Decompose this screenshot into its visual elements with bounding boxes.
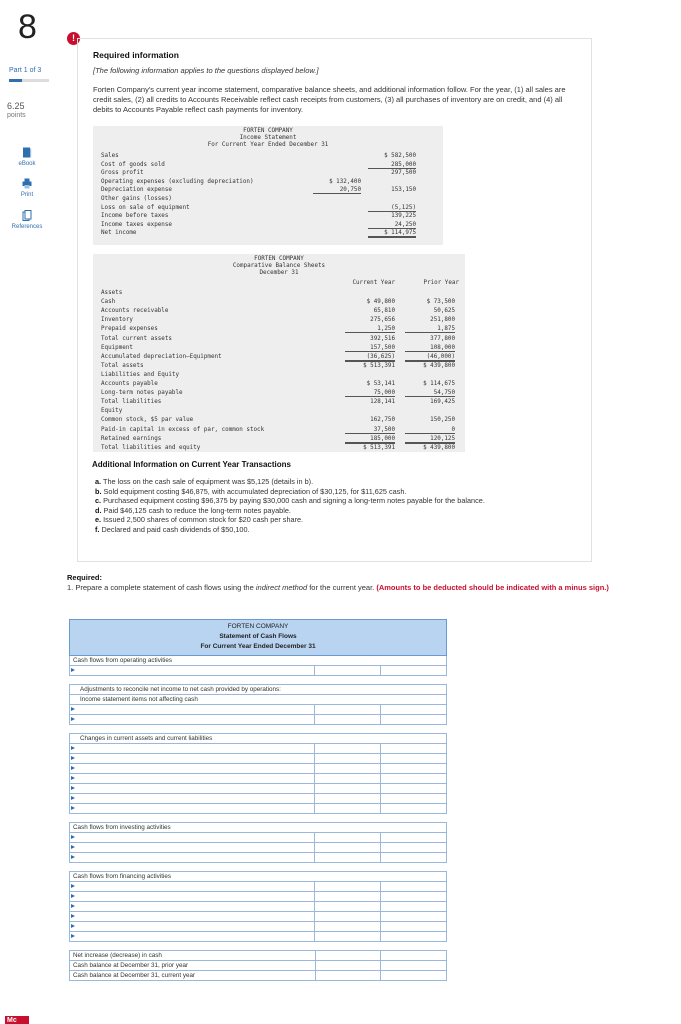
cf-net-change-label xyxy=(69,951,447,961)
cf-total-input[interactable] xyxy=(381,833,446,842)
cf-spacer xyxy=(69,942,447,951)
cf-input-row xyxy=(69,784,447,794)
bs-row-current-value: 275,656 xyxy=(370,317,395,324)
is-row-label: Net income xyxy=(101,230,137,237)
additional-info-item: e. Issued 2,500 shares of common stock for $20 cash per share. xyxy=(95,515,304,525)
cf-description-dropdown[interactable] xyxy=(70,774,315,783)
balance-sheet xyxy=(93,254,465,452)
cf-net-change-label-text: Net increase (decrease) in cash xyxy=(73,952,162,959)
dropdown-arrow-icon xyxy=(71,786,75,790)
cf-description-dropdown[interactable] xyxy=(70,764,315,773)
is-row-label: Operating expenses (excluding depreciation) xyxy=(101,178,254,185)
dropdown-arrow-icon xyxy=(71,924,75,928)
cf-period: For Current Year Ended December 31 xyxy=(200,643,316,650)
cf-amount-input[interactable] xyxy=(315,784,381,793)
ebook-button[interactable] xyxy=(4,147,50,167)
cf-input-row xyxy=(69,705,447,715)
is-row-right-value: 153,150 xyxy=(391,187,416,194)
cf-amount-input[interactable] xyxy=(315,882,381,891)
cf-total-input[interactable] xyxy=(381,705,446,714)
bs-row-prior-value: (46,000) xyxy=(405,354,455,362)
additional-info-item: c. Purchased equipment costing $96,375 by paying $30,000 cash and signing a long-term notes payable for the balance. xyxy=(95,496,485,506)
additional-info-item: b. Sold equipment costing $46,875, with accumulated depreciation of $30,125, for $11,625 cash. xyxy=(95,486,407,496)
cf-description-dropdown[interactable] xyxy=(70,705,315,714)
cf-amount-input[interactable] xyxy=(315,764,381,773)
references-icon xyxy=(22,210,32,221)
bs-row-label: Accounts receivable xyxy=(101,308,169,315)
bs-row-prior-value: $ 73,500 xyxy=(426,299,455,306)
mcgraw-hill-logo: Mc xyxy=(5,1016,29,1024)
cf-spacer xyxy=(69,863,447,872)
is-row-mid-value: $ 132,400 xyxy=(329,178,361,185)
bs-row-current-value: 75,000 xyxy=(345,390,395,397)
cf-amount-input[interactable] xyxy=(315,922,381,931)
bs-row-current-value: 157,500 xyxy=(345,345,395,352)
intro-paragraph: Forten Company's current year income statement, comparative balance sheets, and additional information follow. For the year, (1) all sales are credit sales, (2) all credits to Accounts Receivable reflect cash receipts from customers, (3) all purchases of inventory are on credit, and (4) all debits to Accounts Payable reflect cash payments for inventory. xyxy=(93,85,566,114)
dropdown-arrow-icon xyxy=(71,746,75,750)
cf-amount-input[interactable] xyxy=(315,754,381,763)
is-row-label: Income taxes expense xyxy=(101,221,172,228)
cf-total-input[interactable] xyxy=(381,902,446,911)
bs-row-current-value: $ 513,391 xyxy=(363,362,395,369)
cf-total-input[interactable] xyxy=(381,715,446,724)
bs-row-prior-value: 54,750 xyxy=(405,390,455,397)
cf-description-dropdown[interactable] xyxy=(70,902,315,911)
bs-row-current-value: $ 513,391 xyxy=(363,444,395,451)
cf-total-input[interactable] xyxy=(381,774,446,783)
part-progress-bar xyxy=(9,79,49,82)
is-row-right-value: $ 114,975 xyxy=(368,230,416,238)
bs-row-label: Assets xyxy=(101,290,123,296)
cf-input-row xyxy=(69,892,447,902)
required-text: 1. Prepare a complete statement of cash flows using the indirect method for the current year. (Amounts to be deducted should be indicated with a minus sign.) xyxy=(67,583,609,592)
bs-row-label: Liabilities and Equity xyxy=(101,371,180,378)
cf-total-input[interactable] xyxy=(381,784,446,793)
cf-description-dropdown[interactable] xyxy=(70,912,315,921)
cf-input-row xyxy=(69,666,447,676)
cf-financing-label: Cash flows from financing activities xyxy=(69,872,447,882)
cf-total-input[interactable] xyxy=(381,882,446,891)
dropdown-arrow-icon xyxy=(71,707,75,711)
dropdown-arrow-icon xyxy=(71,914,75,918)
bs-row-current-value: $ 53,141 xyxy=(366,381,395,387)
cf-input-row xyxy=(69,794,447,804)
bs-row-label: Common stock, $5 par value xyxy=(101,417,194,424)
bs-row-prior-value: $ 439,800 xyxy=(423,444,455,451)
cf-ending-cash-label-text: Cash balance at December 31, current year xyxy=(73,972,196,979)
cf-description-dropdown[interactable] xyxy=(70,715,315,724)
cf-input-row xyxy=(69,922,447,932)
cf-total-input[interactable] xyxy=(381,922,446,931)
bs-row-current-value: 37,500 xyxy=(345,427,395,434)
dropdown-arrow-icon xyxy=(71,835,75,839)
cf-input-row xyxy=(69,715,447,725)
bs-row-prior-value: 120,125 xyxy=(405,436,455,444)
cf-amount-input[interactable] xyxy=(315,951,381,960)
cf-operating-label: Cash flows from operating activities xyxy=(69,656,447,666)
is-row-right-value: 285,000 xyxy=(368,162,416,169)
cf-amount-input[interactable] xyxy=(315,961,381,970)
is-row-label: Other gains (losses) xyxy=(101,196,172,202)
dropdown-arrow-icon xyxy=(71,904,75,908)
bs-row-prior-value: 377,800 xyxy=(430,335,455,342)
dropdown-arrow-icon xyxy=(71,766,75,770)
is-row-label: Gross profit xyxy=(101,170,144,177)
is-row-label: Loss on sale of equipment xyxy=(101,204,190,211)
cf-description-dropdown[interactable] xyxy=(70,853,315,862)
cf-total-input[interactable] xyxy=(381,764,446,773)
bs-row-label: Total liabilities xyxy=(101,399,162,406)
print-label: Print xyxy=(20,192,34,198)
is-period: For Current Year Ended December 31 xyxy=(207,142,329,148)
bs-row-prior-value: 150,250 xyxy=(430,417,455,424)
additional-info-list xyxy=(95,477,485,535)
cf-input-row xyxy=(69,932,447,942)
cf-input-row xyxy=(69,804,447,814)
cf-amount-input[interactable] xyxy=(315,715,381,724)
cf-description-dropdown[interactable] xyxy=(70,784,315,793)
dropdown-arrow-icon xyxy=(71,756,75,760)
is-row-right-value: 139,225 xyxy=(391,213,416,220)
is-row-mid-value: 20,750 xyxy=(313,187,361,194)
bs-row-prior-value: 108,000 xyxy=(405,345,455,352)
dropdown-arrow-icon xyxy=(71,894,75,898)
is-row-label: Depreciation expense xyxy=(101,187,172,194)
cf-spacer xyxy=(69,814,447,823)
cf-total-input[interactable] xyxy=(381,853,446,862)
cf-title: Statement of Cash Flows xyxy=(219,633,297,640)
additional-info-item: a. The loss on the cash sale of equipment was $5,125 (details in b). xyxy=(95,477,314,486)
cf-description-dropdown[interactable] xyxy=(70,922,315,931)
bs-company: FORTEN COMPANY xyxy=(254,256,304,262)
cf-input-row xyxy=(69,902,447,912)
cf-description-dropdown[interactable] xyxy=(70,892,315,901)
bs-row-prior-value: 0 xyxy=(405,427,455,434)
bs-row-current-value: 1,250 xyxy=(345,326,395,333)
is-company: FORTEN COMPANY xyxy=(243,128,293,134)
question-number: 8 xyxy=(18,8,37,46)
references-label: References xyxy=(11,224,43,230)
cf-spacer xyxy=(69,725,447,734)
cf-input-row xyxy=(69,774,447,784)
cf-description-dropdown[interactable] xyxy=(70,744,315,753)
italic-note: [The following information applies to the questions displayed below.] xyxy=(93,66,319,75)
cf-input-row xyxy=(69,754,447,764)
dropdown-arrow-icon xyxy=(71,806,75,810)
bs-row-label: Accounts payable xyxy=(101,381,158,387)
cf-amount-input[interactable] xyxy=(315,912,381,921)
bs-row-current-value: 185,000 xyxy=(345,436,395,444)
is-row-right-value: $ 582,500 xyxy=(384,153,416,159)
is-row-label: Income before taxes xyxy=(101,213,169,220)
bs-row-label: Paid-in capital in excess of par, common stock xyxy=(101,426,265,433)
bs-row-label: Equipment xyxy=(101,344,133,351)
bs-row-current-value: 162,750 xyxy=(370,417,395,424)
cf-beginning-cash-label xyxy=(69,961,447,971)
cf-total-input[interactable] xyxy=(381,804,446,813)
income-statement xyxy=(93,126,443,245)
additional-info-item: f. Declared and paid cash dividends of $50,100. xyxy=(95,524,250,534)
left-rail xyxy=(0,0,62,1024)
print-icon xyxy=(22,178,32,189)
cash-flow-statement-table xyxy=(69,619,447,981)
cf-amount-input[interactable] xyxy=(315,843,381,852)
cf-changes-label: Changes in current assets and current liabilities xyxy=(69,734,447,744)
cf-income-items-label: Income statement items not affecting cash xyxy=(69,695,447,705)
cf-company: FORTEN COMPANY xyxy=(227,623,289,630)
cf-adjustments-label: Adjustments to reconcile net income to net cash provided by operations: xyxy=(69,685,447,695)
is-row-right-value: 24,250 xyxy=(368,222,416,229)
points-value: 6.25 xyxy=(7,101,25,111)
dropdown-arrow-icon xyxy=(71,717,75,721)
bs-row-current-value: 65,810 xyxy=(373,308,395,315)
additional-info-title: Additional Information on Current Year Transactions xyxy=(92,460,291,469)
bs-row-label: Prepaid expenses xyxy=(101,326,158,333)
bs-date: December 31 xyxy=(259,270,299,276)
bs-row-prior-value: $ 439,800 xyxy=(423,362,455,369)
bs-row-label: Total current assets xyxy=(101,335,172,342)
cf-amount-input[interactable] xyxy=(315,902,381,911)
bs-row-current-value: 392,516 xyxy=(370,335,395,342)
ebook-label: eBook xyxy=(18,161,36,167)
is-row-label: Sales xyxy=(101,153,119,159)
cf-input-row xyxy=(69,882,447,892)
bs-col-current: Current Year xyxy=(352,280,395,286)
cf-amount-input[interactable] xyxy=(315,804,381,813)
cf-total-input[interactable] xyxy=(381,744,446,753)
cf-input-row xyxy=(69,912,447,922)
bs-row-label: Cash xyxy=(101,299,116,306)
bs-row-label: Long-term notes payable xyxy=(101,390,183,397)
dropdown-arrow-icon xyxy=(71,934,75,938)
cf-amount-input[interactable] xyxy=(315,794,381,803)
bs-row-prior-value: 1,875 xyxy=(405,326,455,333)
part-label[interactable]: Part 1 of 3 xyxy=(9,67,42,74)
dropdown-arrow-icon xyxy=(71,796,75,800)
bs-row-current-value: $ 49,800 xyxy=(366,299,395,306)
dropdown-arrow-icon xyxy=(71,668,75,672)
cf-input-row xyxy=(69,843,447,853)
bs-title: Comparative Balance Sheets xyxy=(232,263,326,269)
cf-amount-input[interactable] xyxy=(315,853,381,862)
points-label: points xyxy=(7,112,26,119)
bs-row-current-value: 128,141 xyxy=(370,399,395,406)
cf-total-input[interactable] xyxy=(381,754,446,763)
required-label: Required: xyxy=(67,573,103,582)
panel-title: Required information xyxy=(93,50,179,60)
required-instructions xyxy=(67,573,627,593)
cf-total-input[interactable] xyxy=(381,932,446,941)
references-button[interactable] xyxy=(4,210,50,230)
cf-description-dropdown[interactable] xyxy=(70,843,315,852)
bs-col-prior: Prior Year xyxy=(423,280,459,286)
cf-header xyxy=(69,619,447,656)
cf-input-row xyxy=(69,833,447,843)
ebook-icon xyxy=(22,147,32,158)
is-row-label: Cost of goods sold xyxy=(101,161,165,168)
cf-description-dropdown[interactable] xyxy=(70,833,315,842)
bs-row-prior-value: $ 114,675 xyxy=(423,381,455,387)
dropdown-arrow-icon xyxy=(71,845,75,849)
cf-beginning-cash-label-text: Cash balance at December 31, prior year xyxy=(73,962,189,969)
cf-description-dropdown[interactable] xyxy=(70,882,315,891)
cf-description-dropdown[interactable] xyxy=(70,794,315,803)
alert-icon: ! xyxy=(67,32,80,45)
print-button[interactable] xyxy=(4,178,50,198)
is-row-right-value: (5,125) xyxy=(368,205,416,212)
required-information-panel xyxy=(77,38,592,562)
cf-amount-input[interactable] xyxy=(315,892,381,901)
bs-row-prior-value: 169,425 xyxy=(430,399,455,406)
cf-ending-cash-label xyxy=(69,971,447,981)
cf-amount-input[interactable] xyxy=(315,705,381,714)
cf-input-row xyxy=(69,764,447,774)
bs-row-label: Total liabilities and equity xyxy=(101,444,201,451)
cf-amount-input[interactable] xyxy=(315,932,381,941)
bs-row-label: Total assets xyxy=(101,362,144,369)
bs-row-prior-value: 251,800 xyxy=(430,317,455,324)
bs-row-label: Retained earnings xyxy=(101,435,162,442)
dropdown-arrow-icon xyxy=(71,855,75,859)
is-row-right-value: 297,500 xyxy=(391,170,416,177)
cf-amount-input[interactable] xyxy=(315,833,381,842)
cf-spacer xyxy=(69,676,447,685)
dropdown-arrow-icon xyxy=(71,884,75,888)
cf-total-input[interactable] xyxy=(381,794,446,803)
cf-input-row xyxy=(69,744,447,754)
bs-row-label: Equity xyxy=(101,408,123,415)
cf-description-dropdown[interactable] xyxy=(70,932,315,941)
bs-row-prior-value: 50,625 xyxy=(433,308,455,315)
cf-total-input[interactable] xyxy=(381,912,446,921)
cf-amount-input[interactable] xyxy=(315,774,381,783)
cf-description-dropdown[interactable] xyxy=(70,804,315,813)
bs-row-label: Accumulated depreciation—Equipment xyxy=(101,353,222,360)
is-title: Income Statement xyxy=(239,135,297,141)
bs-row-current-value: (36,625) xyxy=(345,354,395,362)
cf-description-dropdown[interactable] xyxy=(70,754,315,763)
cf-total-input[interactable] xyxy=(381,666,446,675)
cf-amount-input[interactable] xyxy=(315,666,381,675)
cf-investing-label: Cash flows from investing activities xyxy=(69,823,447,833)
cf-amount-input[interactable] xyxy=(315,971,381,980)
bs-row-label: Inventory xyxy=(101,317,133,324)
cf-total-input[interactable] xyxy=(381,892,446,901)
cf-amount-input[interactable] xyxy=(315,744,381,753)
cf-input-row xyxy=(69,853,447,863)
cf-description-dropdown[interactable] xyxy=(70,666,315,675)
additional-info-item: d. Paid $46,125 cash to reduce the long-term notes payable. xyxy=(95,505,291,515)
cf-total-input[interactable] xyxy=(381,843,446,852)
dropdown-arrow-icon xyxy=(71,776,75,780)
